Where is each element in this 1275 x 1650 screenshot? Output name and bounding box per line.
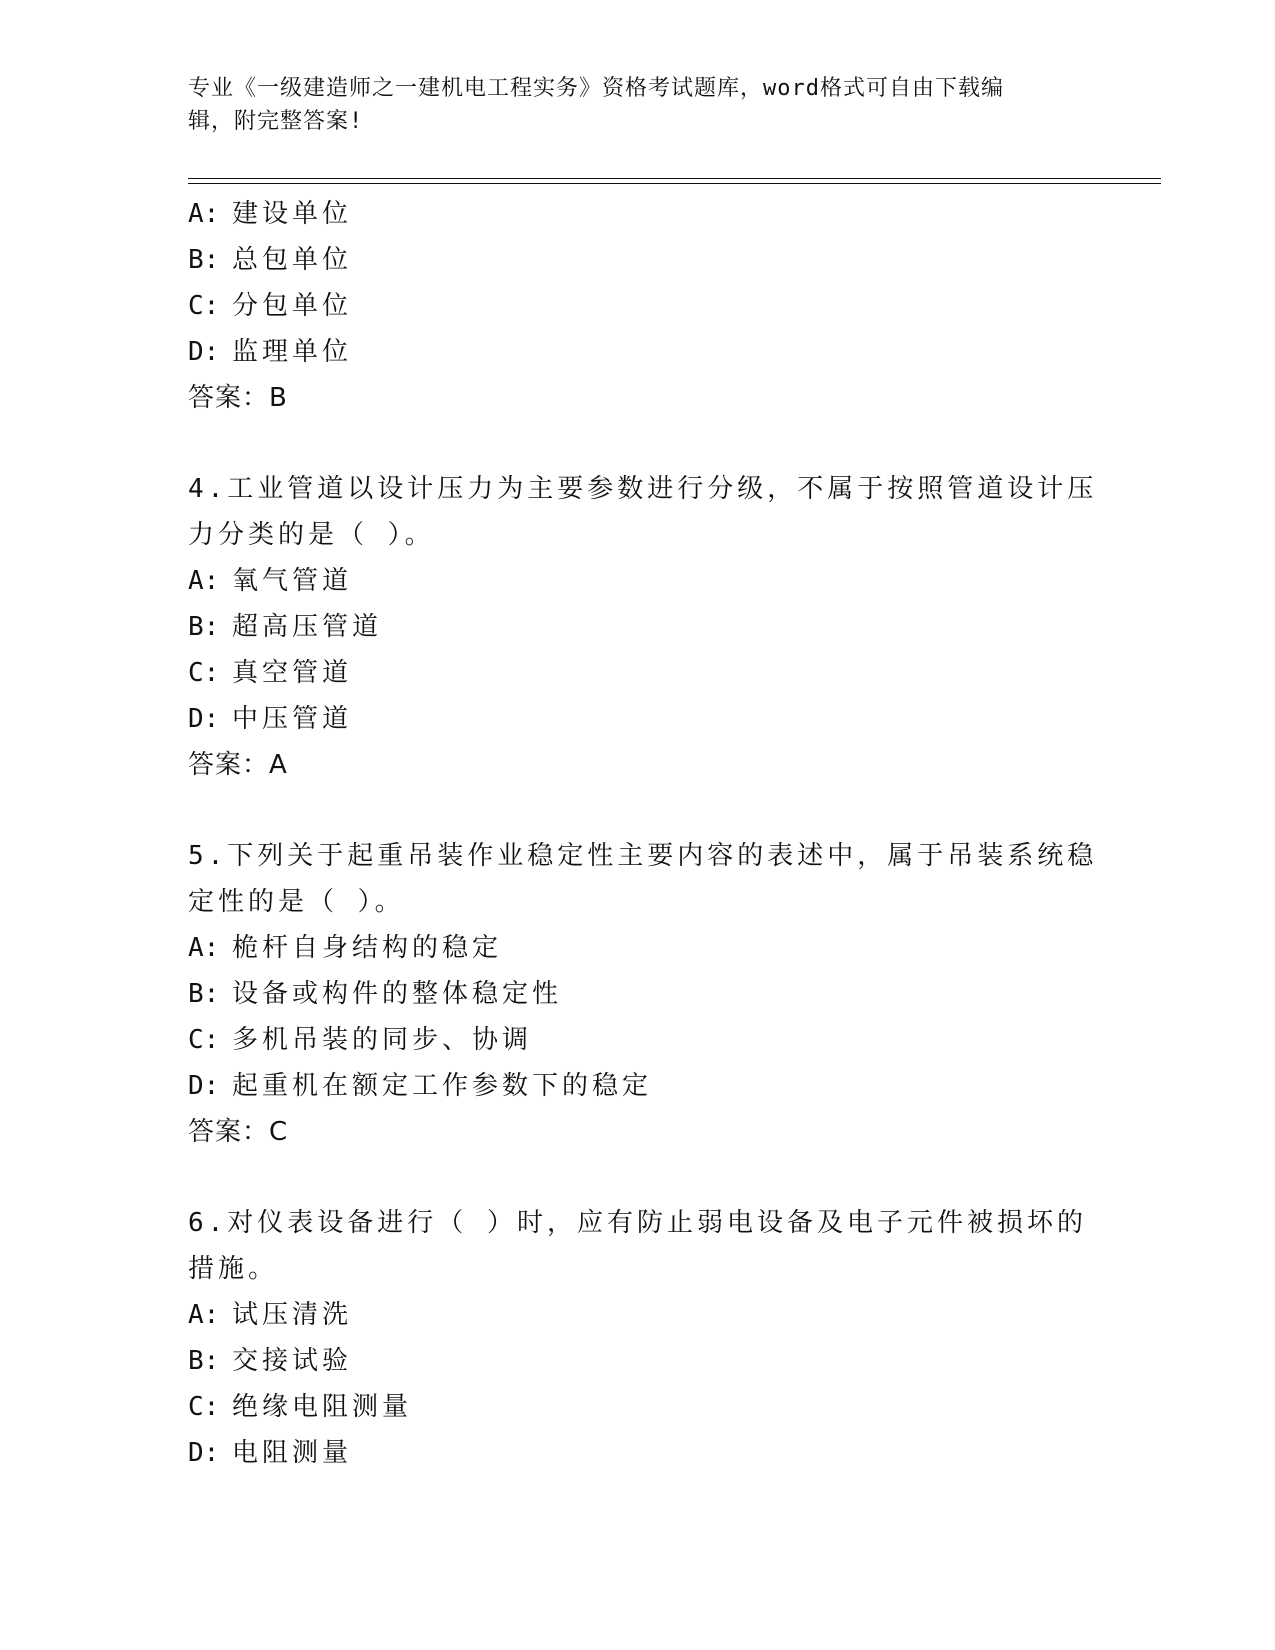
option-a [188, 925, 1088, 971]
question-5 [188, 833, 1098, 1155]
question-stem-continued: 力分类的是（ ）。 [188, 520, 435, 550]
option-b [188, 971, 1088, 1017]
option-a [188, 558, 1088, 604]
option-label: C: [188, 291, 220, 321]
option-c [188, 650, 1088, 696]
question-stem-continued: 定性的是（ ）。 [188, 887, 405, 917]
question-6 [188, 1200, 1088, 1476]
option-text: 超高压管道 [232, 612, 383, 642]
option-label: A: [188, 199, 220, 229]
option-d [188, 329, 1088, 375]
option-b [188, 604, 1088, 650]
option-d [188, 1063, 1088, 1109]
option-label: A: [188, 1300, 220, 1330]
option-label: B: [188, 979, 220, 1009]
question-list [188, 191, 1098, 1476]
option-text: 起重机在额定工作参数下的稳定 [232, 1071, 653, 1101]
option-b [188, 1338, 1088, 1384]
option-label: A: [188, 933, 220, 963]
option-label: C: [188, 1392, 220, 1422]
option-text: 绝缘电阻测量 [232, 1392, 413, 1422]
page-header [188, 72, 1088, 138]
option-text: 分包单位 [232, 291, 353, 321]
question-stem: 4.工业管道以设计压力为主要参数进行分级，不属于按照管道设计压 [188, 474, 1098, 504]
answer-line: 答案：C [188, 1117, 289, 1147]
option-text: 交接试验 [232, 1346, 353, 1376]
option-c [188, 1384, 1088, 1430]
option-label: B: [188, 245, 220, 275]
option-label: D: [188, 1071, 220, 1101]
option-text: 多机吊装的同步、协调 [232, 1025, 533, 1055]
option-label: D: [188, 704, 220, 734]
option-label: B: [188, 612, 220, 642]
option-text: 氧气管道 [232, 566, 353, 596]
question-stem: 5.下列关于起重吊装作业稳定性主要内容的表述中，属于吊装系统稳 [188, 841, 1098, 871]
option-c [188, 283, 1088, 329]
option-text: 监理单位 [232, 337, 353, 367]
option-text: 真空管道 [232, 658, 353, 688]
option-label: B: [188, 1346, 220, 1376]
header-divider-top [188, 178, 1161, 179]
header-line-2: 辑，附完整答案! [188, 109, 364, 134]
question-4 [188, 466, 1098, 788]
answer-line: 答案：B [188, 383, 288, 413]
option-d [188, 1430, 1088, 1476]
option-a [188, 1292, 1088, 1338]
option-label: D: [188, 337, 220, 367]
option-text: 建设单位 [232, 199, 353, 229]
option-a [188, 191, 1088, 237]
option-text: 总包单位 [232, 245, 353, 275]
option-d [188, 696, 1088, 742]
answer-line: 答案：A [188, 750, 288, 780]
question-3 [188, 191, 1088, 421]
option-b [188, 237, 1088, 283]
header-line-1: 专业《一级建造师之一建机电工程实务》资格考试题库，word格式可自由下载编 [188, 76, 1004, 101]
option-text: 设备或构件的整体稳定性 [232, 979, 563, 1009]
option-label: A: [188, 566, 220, 596]
header-divider-bottom [188, 183, 1161, 184]
question-stem: 6.对仪表设备进行（ ）时，应有防止弱电设备及电子元件被损坏的 [188, 1208, 1087, 1238]
option-text: 试压清洗 [232, 1300, 353, 1330]
option-text: 桅杆自身结构的稳定 [232, 933, 503, 963]
question-stem-continued: 措施。 [188, 1254, 279, 1284]
option-label: C: [188, 658, 220, 688]
option-text: 中压管道 [232, 704, 353, 734]
option-label: D: [188, 1438, 220, 1468]
option-label: C: [188, 1025, 220, 1055]
option-text: 电阻测量 [232, 1438, 353, 1468]
option-c [188, 1017, 1088, 1063]
